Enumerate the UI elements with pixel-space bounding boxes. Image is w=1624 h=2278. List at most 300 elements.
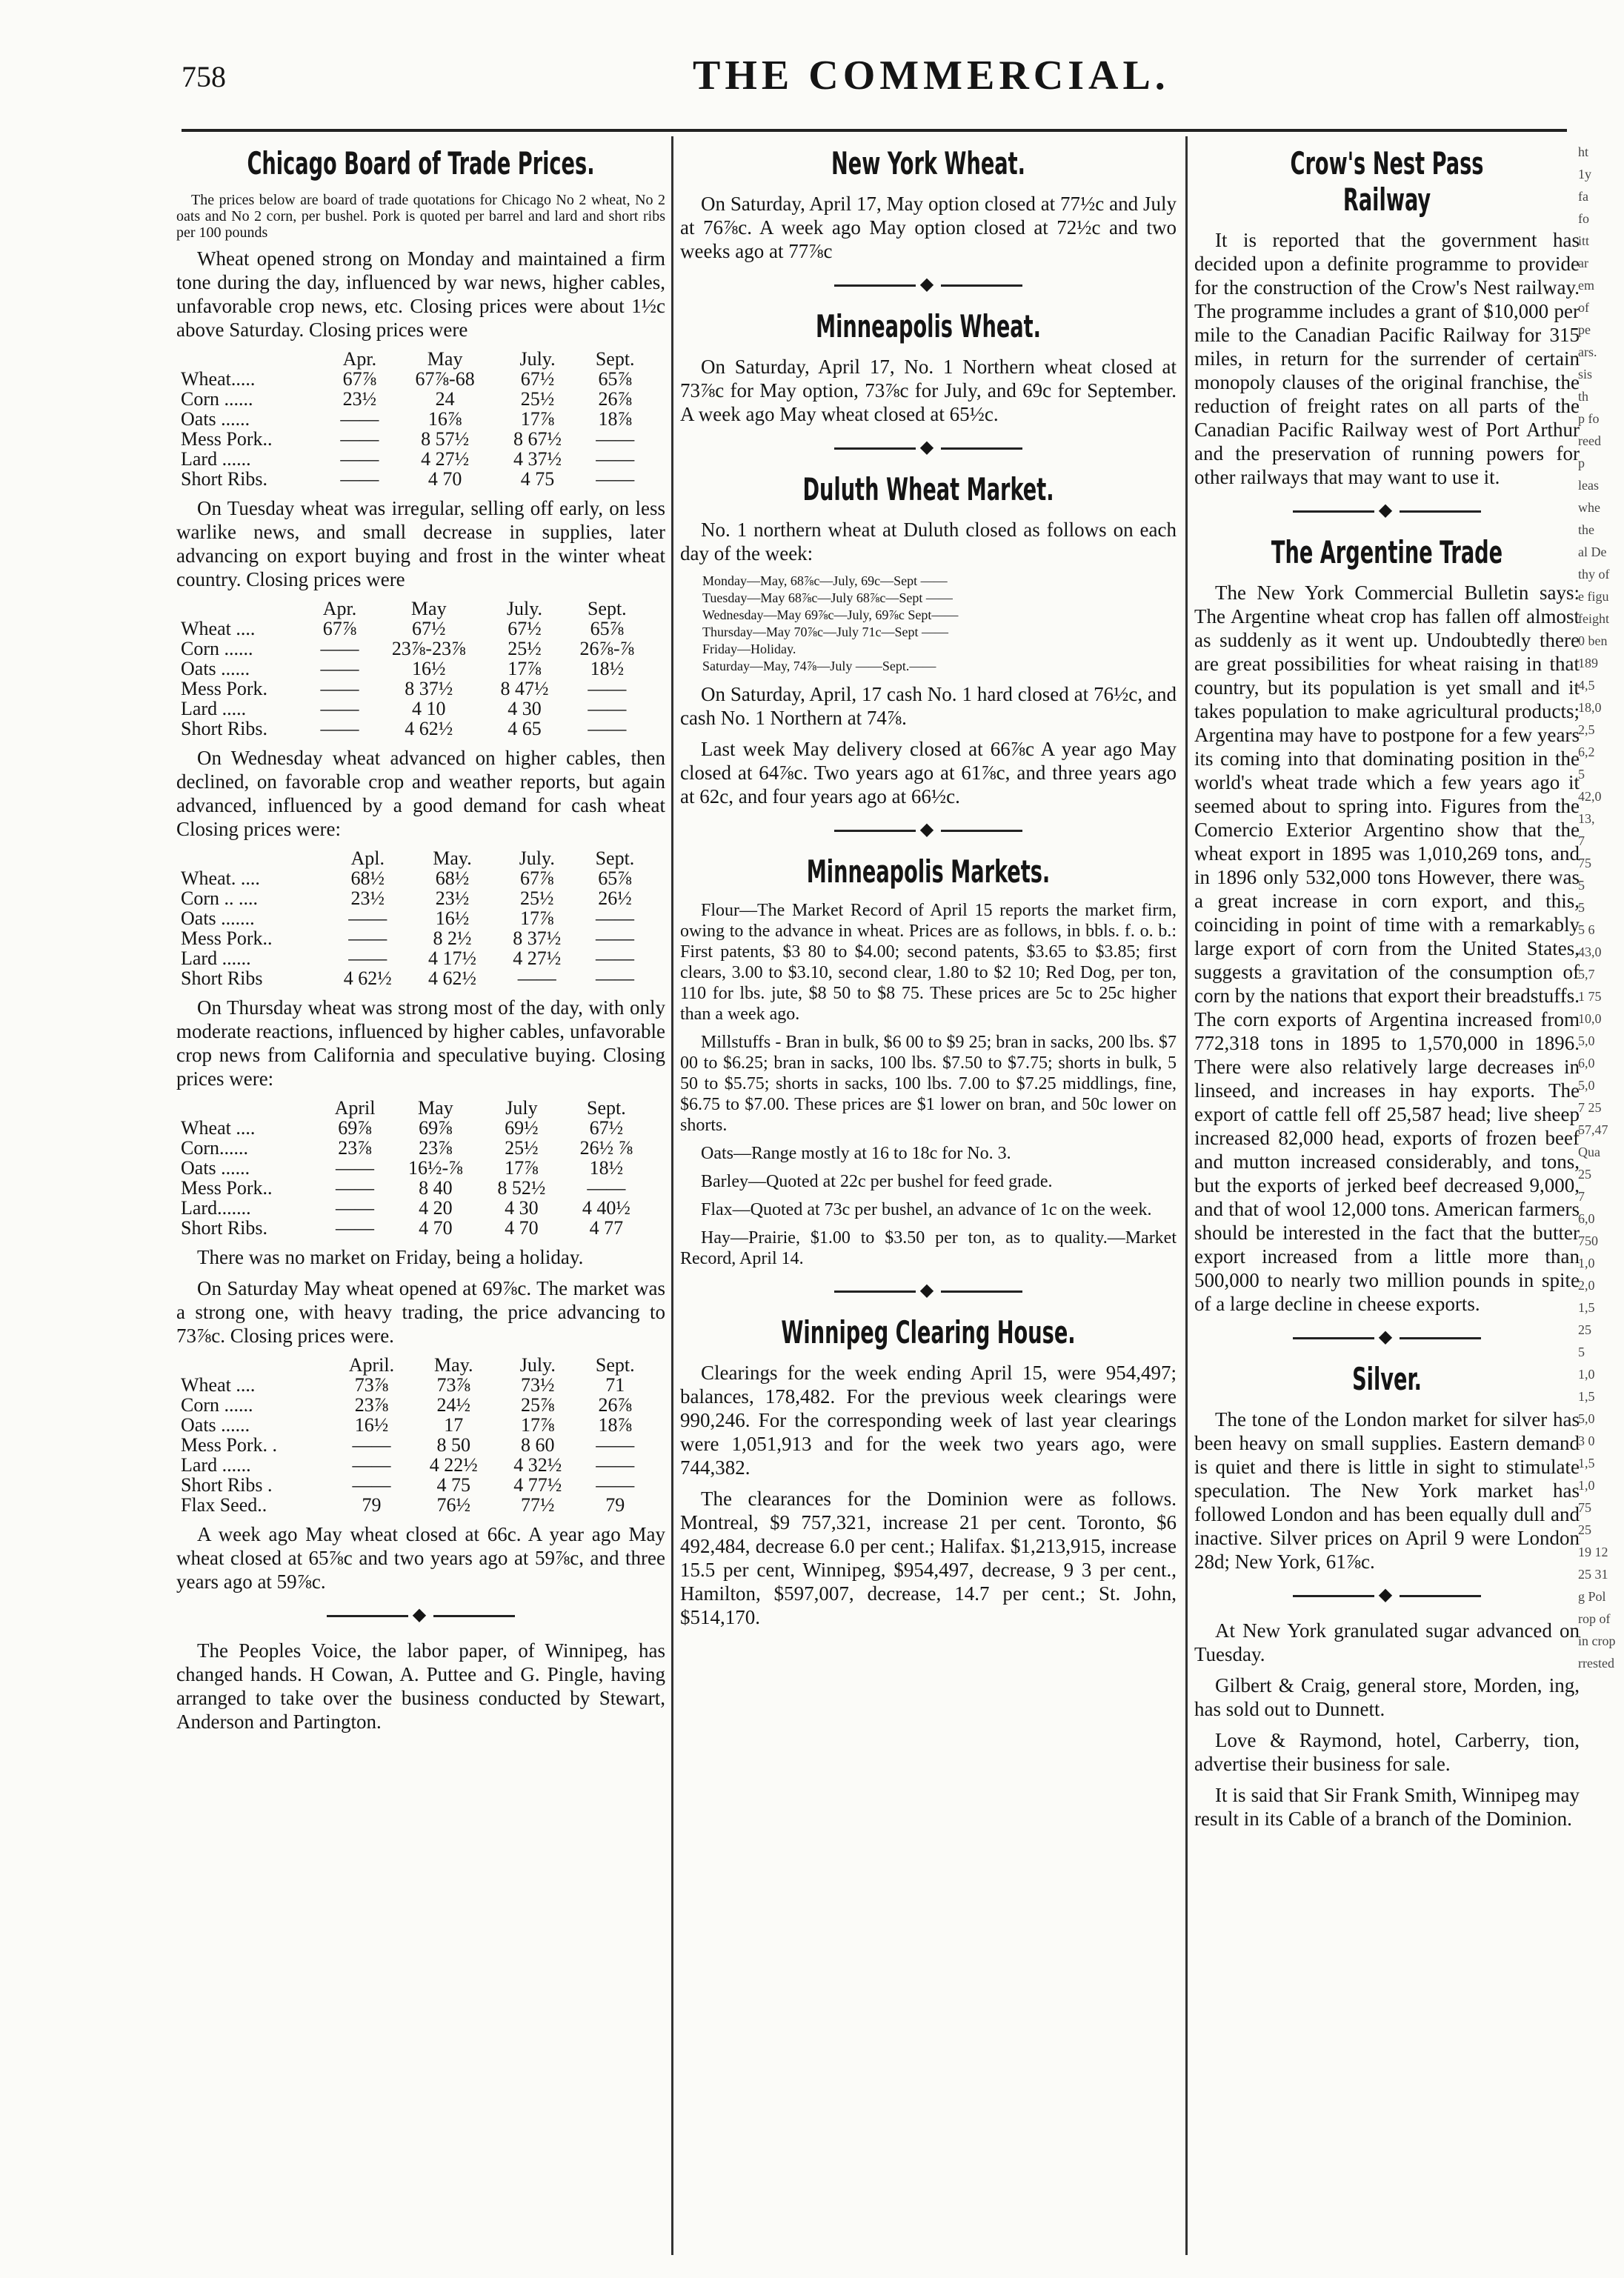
margin-fragment: 2,0 — [1578, 1278, 1595, 1293]
price-cell: 77½ — [521, 1494, 555, 1516]
price-cell: 4 77 — [589, 1217, 624, 1239]
margin-fragment: whe — [1578, 500, 1600, 515]
table-row — [176, 409, 650, 429]
list-item: Saturday—May, 74⅞—July ——Sept.—— — [702, 659, 936, 673]
commodity-label: Oats ...... — [181, 658, 250, 679]
flax-report: Flax—Quoted at 73c per bushel, an advance of 1c on the week. — [701, 1200, 1152, 1219]
price-cell: 8 67½ — [513, 428, 562, 450]
commodity-label: Lard....... — [181, 1197, 251, 1219]
margin-fragment: 25 31 — [1578, 1567, 1608, 1582]
table-row — [176, 1455, 650, 1475]
price-cell: 4 62½ — [405, 718, 453, 739]
price-cell: 4 22½ — [429, 1454, 478, 1476]
price-cell: —— — [340, 408, 379, 430]
price-cell: 23⅞ — [354, 1394, 389, 1416]
margin-fragment: fo — [1578, 211, 1589, 226]
table-row — [176, 429, 650, 449]
margin-fragment: thy of — [1578, 567, 1610, 582]
margin-fragment: 5 — [1578, 878, 1585, 893]
price-cell: 26½ — [598, 887, 632, 909]
column-right — [1194, 136, 1580, 2211]
price-cell: —— — [596, 1434, 635, 1456]
column-divider — [1185, 136, 1188, 2255]
section-heading-minneapolis-markets: Minneapolis Markets. — [806, 853, 1051, 890]
margin-fragment: reed — [1578, 433, 1601, 448]
table-row — [176, 389, 650, 409]
price-cell: —— — [348, 907, 387, 929]
margin-fragment: ht — [1578, 144, 1589, 159]
margin-fragment: 25 — [1578, 1167, 1591, 1182]
margin-fragment: 1,0 — [1578, 1478, 1595, 1493]
table-row — [176, 868, 650, 888]
duluth-intro: No. 1 northern wheat at Duluth closed as follows on each day of the week: — [680, 519, 1177, 564]
adjacent-page-fragments — [1578, 141, 1624, 2252]
table-header-row — [176, 1098, 650, 1118]
price-cell: 17⅞ — [508, 658, 542, 679]
price-cell: 17⅞ — [520, 907, 554, 929]
header-rule — [182, 129, 1567, 132]
price-cell: 16½-⅞ — [408, 1157, 463, 1179]
margin-fragment: 7 — [1578, 833, 1585, 848]
commodity-label: Corn ...... — [181, 638, 253, 659]
ornament-divider: ◆ — [1194, 1584, 1580, 1605]
price-cell: 16½ — [354, 1414, 389, 1436]
price-cell: 23⅞ — [419, 1137, 453, 1159]
margin-fragment: 19 12 — [1578, 1545, 1608, 1559]
price-cell: 79 — [605, 1494, 625, 1516]
page-header — [182, 44, 1567, 111]
commodity-label: Wheat .... — [181, 618, 256, 639]
table-row — [176, 699, 650, 719]
price-cell: —— — [517, 968, 556, 989]
price-cell: 4 30 — [505, 1197, 539, 1219]
commodity-label: Corn .. .... — [181, 887, 258, 909]
table-row — [176, 719, 650, 739]
commodity-label: Corn ...... — [181, 388, 253, 410]
millstuffs-report: Millstuffs - Bran in bulk, $6 00 to $9 25; bran in sacks, 200 lbs. $7 00 to $6.25; bran in sacks, 100 lbs. $7.50 to $7.75; shorts in bulk, 5 50 to $5.75; shorts in sacks, 100 lbs. 7.00 to $7.25 middlings, fine, $6.75 to $7.00. These prices are $1 lower on bran, and 50c lower on shorts. — [680, 1033, 1177, 1135]
price-cell: 23½ — [342, 388, 377, 410]
clearing-house-text: Clearings for the week ending April 15, were 954,497; balances, 178,482. For the previous week clearings were 990,246. For the corresponding week of last year clearings were 1,051,913 and for the week two years ago, were 744,382. — [680, 1362, 1177, 1479]
margin-fragment: 5 6 — [1578, 922, 1595, 937]
table-row — [176, 948, 650, 968]
price-cell: 73⅞ — [354, 1374, 389, 1396]
margin-fragment: 6,0 — [1578, 1211, 1595, 1226]
margin-fragment: rop of — [1578, 1611, 1611, 1626]
commodity-label: Corn ...... — [181, 1394, 253, 1416]
margin-fragment: 1y — [1578, 167, 1591, 181]
flour-report: Flour—The Market Record of April 15 reports the market firm, owing to the advance in wheat. Prices are as follows, in bbls. f. o. b.: First patents, $3 80 to $4.00; second patents, $3.65 to $3.85; first clears, 3.00 to $3.10, second clear, 1.80 to $2 10; Red Dog, per ton, 110 for lbs. jute, $8 50 to $8 75. These prices are 5c to 25c higher than a week ago. — [680, 901, 1177, 1024]
column-header: Apr. — [342, 348, 377, 370]
price-cell: 67⅞ — [322, 618, 357, 639]
table-row — [176, 1178, 650, 1198]
table-row — [176, 619, 650, 639]
price-cell: 17⅞ — [521, 1414, 555, 1436]
price-cell: —— — [340, 468, 379, 490]
price-cell: —— — [595, 947, 634, 969]
margin-fragment: 13, — [1578, 811, 1595, 826]
price-cell: 23⅞ — [338, 1137, 372, 1159]
price-cell: 26⅞ — [598, 1394, 633, 1416]
price-cell: —— — [320, 638, 359, 659]
margin-fragment: Qua — [1578, 1145, 1600, 1159]
list-item: Thursday—May 70⅞c—July 71c—Sept —— — [702, 625, 948, 639]
price-cell: —— — [348, 947, 387, 969]
table-header-row — [176, 1355, 650, 1375]
price-cell: 4 40½ — [582, 1197, 630, 1219]
price-cell: —— — [340, 448, 379, 470]
column-header: May — [410, 598, 447, 619]
price-cell: 67½ — [520, 368, 555, 390]
price-cell: 18⅞ — [598, 408, 632, 430]
commodity-label: Short Ribs. — [181, 468, 268, 490]
margin-fragment: p fo — [1578, 411, 1600, 426]
margin-fragment: 1,5 — [1578, 1300, 1595, 1315]
price-cell: 67⅞ — [342, 368, 377, 390]
commodity-label: Wheat..... — [181, 368, 256, 390]
price-cell: —— — [336, 1217, 375, 1239]
margin-fragment: sis — [1578, 367, 1593, 382]
table-row — [176, 1375, 650, 1395]
price-cell: —— — [596, 1454, 635, 1476]
price-cell: —— — [320, 718, 359, 739]
commodity-label: Mess Pork.. — [181, 428, 273, 450]
price-cell: 8 47½ — [500, 678, 549, 699]
section-heading-silver: Silver. — [1352, 1361, 1422, 1397]
price-table-monday — [176, 349, 650, 489]
margin-fragment: 189 — [1578, 656, 1598, 670]
table-row — [176, 1118, 650, 1138]
column-header: Sept. — [595, 1354, 635, 1376]
silver-text: The tone of the London market for silver has been heavy on small supplies. Eastern demand is quiet and there is little in sight to stimulate speculation. The New York market has followed London and has been equally dull and inactive. Silver prices on April 9 were London 28d; New York, 61⅞c. — [1194, 1408, 1580, 1573]
price-cell: —— — [352, 1454, 391, 1476]
price-cell: 17⅞ — [520, 408, 555, 430]
ornament-divider: ◆ — [680, 819, 1177, 840]
price-cell: 24 — [435, 388, 455, 410]
masthead-title: THE COMMERCIAL. — [693, 53, 1170, 99]
ornament-divider: ◆ — [176, 1604, 665, 1625]
section-heading-clearing-house: Winnipeg Clearing House. — [781, 1314, 1076, 1351]
margin-fragment: fa — [1578, 189, 1588, 204]
margin-fragment: 43,0 — [1578, 945, 1602, 959]
margin-fragment: 6,2 — [1578, 745, 1595, 759]
margin-fragment: 42,0 — [1578, 789, 1602, 804]
section-heading-new-york: New York Wheat. — [831, 145, 1025, 181]
price-cell: 4 65 — [508, 718, 542, 739]
price-cell: 8 50 — [436, 1434, 471, 1456]
margin-fragment: of — [1578, 300, 1589, 315]
list-item: Monday—May, 68⅞c—July, 69c—Sept —— — [702, 573, 948, 588]
page-number: 758 — [182, 60, 226, 93]
commodity-label: Corn...... — [181, 1137, 248, 1159]
sugar-item: At New York granulated sugar advanced on Tuesday. — [1194, 1619, 1580, 1665]
table-header-row — [176, 848, 650, 868]
column-header: Apr. — [322, 598, 357, 619]
chicago-tuesday: On Tuesday wheat was irregular, selling off early, on less warlike news, and small decrease in supplies, later advancing on export buying and frost in the winter wheat country. Closing prices were — [176, 497, 665, 590]
price-cell: —— — [587, 1177, 626, 1199]
chicago-intro: The prices below are board of trade quotations for Chicago No 2 wheat, No 2 oats and No 2 corn, per bushel. Pork is quoted per barrel and lard and short ribs per 100 pounds — [176, 192, 665, 241]
price-cell: 16½ — [412, 658, 446, 679]
table-row — [176, 1395, 650, 1415]
margin-fragment: 5 — [1578, 767, 1585, 782]
margin-fragment: 1,5 — [1578, 1456, 1595, 1471]
margin-fragment: pe — [1578, 322, 1591, 337]
column-header: Sept. — [587, 1097, 626, 1119]
margin-fragment: 5,0 — [1578, 1411, 1595, 1426]
column-header: July. — [519, 847, 555, 869]
commodity-label: Mess Pork. — [181, 678, 268, 699]
margin-fragment: 7 — [1578, 1189, 1585, 1204]
section-heading-minneapolis-wheat: Minneapolis Wheat. — [816, 308, 1041, 344]
column-header: Sept. — [595, 348, 635, 370]
commodity-label: Oats ...... — [181, 1157, 250, 1179]
dominion-clearances-text: The clearances for the Dominion were as follows. Montreal, $9 757,321, increase 21 per cent. Toronto, $6 492,484, decrease 6.0 per cent.; Halifax. $1,213,915, increase 15.5 per cent, Winnipeg, $954,497, decrease, 9 3 per cent., Hamilton, $597,007, decrease, 14.7 per cent.; St. John, $514,170. — [680, 1488, 1177, 1628]
table-row — [176, 928, 650, 948]
table-row — [176, 1158, 650, 1178]
price-cell: 4 27½ — [421, 448, 470, 470]
commodity-label: Oats ...... — [181, 1414, 250, 1436]
argentine-text: The New York Commercial Bulletin says: The Argentine wheat crop has fallen off almost as suddenly as it went up. Undoubtedly there are great possibilities for wheat raising in that country, but its population is yet small and it takes population to make agricultural products; Argentina may have to postpone for a few years its coming into that dominating position in the world's wheat trade which a few years ago it seemed about to spring into. Figures from the Comercio Exterior Argentino show that the wheat export in 1895 was 1,010,269 tons, and in 1896 only 532,000 tons However, there was a great increase in corn export, and this, coinciding in point of time with a remarkably large export of corn from the United States, suggests a gravitation of the consumption of corn by the nations that export their breadstuffs. The corn exports of Argentina increased from 772,318 tons in 1895 to 1,570,000 in 1896. There were also relatively large decreases in linseed, and increases in hay exports. The export of cattle fell off 25,587 head; live sheep increased 82,000 head, exports of frozen beef and mutton increased considerably, and tons, but the exports of jerked beef decreased 9,000, and that of wool 12,000 tons. American farmers should be interested in the fact that the butter export increased from a little more than 500,000 to nearly two million pounds in spite of a large decline in cheese exports. — [1194, 582, 1580, 1315]
price-cell: 4 27½ — [513, 947, 562, 969]
price-table-wednesday — [176, 848, 650, 988]
price-cell: —— — [336, 1197, 375, 1219]
price-cell: —— — [336, 1177, 375, 1199]
duluth-saturday: On Saturday, April, 17 cash No. 1 hard closed at 76½c, and cash No. 1 Northern at 74⅞. — [680, 683, 1177, 729]
column-header: July — [505, 1097, 538, 1119]
price-cell: 8 57½ — [421, 428, 470, 450]
column-header — [176, 848, 325, 868]
column-header — [176, 1098, 319, 1118]
chicago-wednesday: On Wednesday wheat advanced on higher cables, then declined, on favorable crop and weather reports, but again advanced, influenced by a good demand for cash wheat Closing prices were: — [176, 747, 665, 840]
table-row — [176, 1435, 650, 1455]
margin-fragment: 7 25 — [1578, 1100, 1602, 1115]
chicago-week-ago: A week ago May wheat closed at 66c. A year ago May wheat closed at 65⅞c and two years ago at 59⅞c, and three years ago at 59⅞c. — [176, 1523, 665, 1593]
price-cell: 4 17½ — [428, 947, 476, 969]
commodity-label: Short Ribs — [181, 968, 263, 989]
price-cell: 4 37½ — [513, 448, 562, 470]
commodity-label: Short Ribs. — [181, 718, 268, 739]
new-york-text: On Saturday, April 17, May option closed at 77½c and July at 76⅞c. A week ago May option closed at 72½c and two weeks ago at 77⅞c — [680, 193, 1177, 262]
commodity-label: Wheat .... — [181, 1374, 256, 1396]
table-header-row — [176, 599, 650, 619]
price-cell: 65⅞ — [598, 368, 632, 390]
price-cell: 67⅞ — [520, 867, 554, 889]
price-cell: 16½ — [435, 907, 470, 929]
price-cell: —— — [596, 428, 635, 450]
column-header: Sept. — [587, 598, 627, 619]
price-table-thursday — [176, 1098, 650, 1238]
commodity-label: Short Ribs . — [181, 1474, 273, 1496]
margin-fragment: al De — [1578, 544, 1607, 559]
table-row — [176, 369, 650, 389]
column-header: May — [418, 1097, 453, 1119]
price-cell: 4 70 — [419, 1217, 453, 1239]
commodity-label: Mess Pork.. — [181, 927, 273, 949]
price-cell: 4 30 — [508, 698, 542, 719]
price-cell: —— — [588, 718, 627, 739]
list-item: Friday—Holiday. — [702, 642, 796, 656]
margin-fragment: e figu — [1578, 589, 1609, 604]
love-raymond-item: Love & Raymond, hotel, Carberry, tion, advertise their business for sale. — [1194, 1729, 1580, 1775]
table-row — [176, 908, 650, 928]
duluth-last-week: Last week May delivery closed at 66⅞c A year ago May closed at 64⅞c. Two years ago at 61⅞c, and three years ago at 62c, and four years ago at 66½c. — [680, 738, 1177, 807]
price-cell: 4 70 — [427, 468, 462, 490]
peoples-voice-item: The Peoples Voice, the labor paper, of Winnipeg, has changed hands. H Cowan, A. Puttee and G. Pingle, having arranged to take over the business conducted by Stewart, Anderson and Partington. — [176, 1639, 665, 1733]
margin-fragment: 1 75 — [1578, 989, 1602, 1004]
chicago-thursday: On Thursday wheat was strong most of the day, with only moderate reactions, influenced by higher cables, unfavorable crop news from California and speculative buying. Closing prices were: — [176, 996, 665, 1090]
ornament-divider: ◆ — [680, 273, 1177, 295]
column-header — [176, 349, 325, 369]
price-cell: 65⅞ — [598, 867, 632, 889]
commodity-label: Oats ...... — [181, 408, 250, 430]
table-row — [176, 1198, 650, 1218]
price-cell: 4 75 — [436, 1474, 471, 1496]
list-item: Tuesday—May 68⅞c—July 68⅞c—Sept —— — [702, 590, 953, 605]
column-header: July. — [506, 598, 543, 619]
price-cell: 69½ — [505, 1117, 539, 1139]
commodity-label: Wheat. .... — [181, 867, 260, 889]
margin-fragment: 2,5 — [1578, 722, 1595, 737]
price-cell: —— — [588, 678, 627, 699]
section-heading-duluth: Duluth Wheat Market. — [802, 471, 1054, 507]
margin-fragment: 10,0 — [1578, 1011, 1602, 1026]
price-cell: 68½ — [350, 867, 385, 889]
margin-fragment: ar — [1578, 256, 1588, 270]
margin-fragment: p — [1578, 456, 1585, 470]
price-cell: 4 70 — [505, 1217, 539, 1239]
price-cell: —— — [352, 1474, 391, 1496]
price-cell: 4 62½ — [343, 968, 392, 989]
price-cell: —— — [595, 968, 634, 989]
table-row — [176, 1475, 650, 1495]
minneapolis-wheat-text: On Saturday, April 17, No. 1 Northern wheat closed at 73⅞c for May option, 73⅞c for July, and 69c for September. A week ago May wheat closed at 65½c. — [680, 356, 1177, 425]
margin-fragment: 5,7 — [1578, 967, 1595, 982]
column-divider — [671, 136, 673, 2255]
section-heading-chicago: Chicago Board of Trade Prices. — [247, 145, 595, 181]
margin-fragment: 75 — [1578, 1500, 1591, 1515]
table-row — [176, 1138, 650, 1158]
column-middle — [680, 136, 1177, 2211]
margin-fragment: em — [1578, 278, 1594, 293]
frank-smith-item: It is said that Sir Frank Smith, Winnipeg may result in its Cable of a branch of the Dominion. — [1194, 1784, 1580, 1830]
price-cell: 67⅞-68 — [415, 368, 475, 390]
price-cell: 69⅞ — [338, 1117, 372, 1139]
column-header: May — [427, 348, 463, 370]
column-left — [176, 136, 665, 2211]
price-cell: —— — [595, 907, 634, 929]
price-cell: 71 — [605, 1374, 625, 1396]
gilbert-craig-item: Gilbert & Craig, general store, Morden, ing, has sold out to Dunnett. — [1194, 1674, 1580, 1720]
price-table-saturday — [176, 1355, 650, 1515]
column-header: Apl. — [350, 847, 385, 869]
price-cell: 17⅞ — [505, 1157, 539, 1179]
table-header-row — [176, 349, 650, 369]
section-heading-argentine: The Argentine Trade — [1271, 534, 1503, 570]
margin-fragment: 5 — [1578, 1345, 1585, 1359]
price-cell: 8 37½ — [405, 678, 453, 699]
price-cell: 23½ — [435, 887, 470, 909]
crows-nest-text: It is reported that the government has decided upon a definite programme to provide for the construction of the Crow's Nest railway. The programme includes a grant of $10,000 per mile to the Canadian Pacific Railway for 315 miles, in return for the surrender of certain monopoly clauses of the original franchise, the reduction of freight rates on all parts of the Canadian Pacific Railway west of Port Arthur and the preservation of running powers for other railways that may want to use it. — [1194, 229, 1580, 488]
price-cell: 4 32½ — [513, 1454, 562, 1476]
column-header — [176, 599, 307, 619]
margin-fragment: 1,0 — [1578, 1256, 1595, 1270]
margin-fragment: leas — [1578, 478, 1599, 493]
price-cell: 4 77½ — [513, 1474, 562, 1496]
margin-fragment: in crop — [1578, 1633, 1616, 1648]
price-cell: 18½ — [589, 1157, 624, 1179]
margin-fragment: 1,0 — [1578, 1367, 1595, 1382]
price-cell: 25⅞ — [521, 1394, 555, 1416]
margin-fragment: the — [1578, 522, 1594, 537]
price-cell: 4 62½ — [428, 968, 476, 989]
margin-fragment: 5,0 — [1578, 1078, 1595, 1093]
price-cell: 79 — [362, 1494, 382, 1516]
price-cell: 4 10 — [412, 698, 446, 719]
price-cell: 8 52½ — [497, 1177, 546, 1199]
column-header: July. — [519, 1354, 556, 1376]
price-cell: 25½ — [508, 638, 542, 659]
margin-fragment: g Pol — [1578, 1589, 1606, 1604]
price-cell: 67½ — [589, 1117, 624, 1139]
column-header — [176, 1355, 331, 1375]
list-item: Wednesday—May 69⅞c—July, 69⅞c Sept—— — [702, 607, 959, 622]
price-cell: 4 20 — [419, 1197, 453, 1219]
price-cell: —— — [595, 927, 634, 949]
price-cell: 25½ — [520, 887, 554, 909]
price-cell: —— — [596, 448, 635, 470]
price-cell: 23⅞-23⅞ — [391, 638, 466, 659]
oats-report: Oats—Range mostly at 16 to 18c for No. 3. — [701, 1144, 1011, 1163]
price-cell: 8 2½ — [433, 927, 472, 949]
commodity-label: Wheat .... — [181, 1117, 256, 1139]
commodity-label: Mess Pork.. — [181, 1177, 273, 1199]
commodity-label: Lard ...... — [181, 1454, 251, 1476]
price-cell: —— — [320, 698, 359, 719]
table-row — [176, 888, 650, 908]
table-row — [176, 469, 650, 489]
price-cell: 8 37½ — [513, 927, 562, 949]
ornament-divider: ◆ — [680, 1279, 1177, 1301]
margin-fragment: 75 — [1578, 856, 1591, 870]
price-cell: —— — [588, 698, 627, 719]
price-cell: —— — [340, 428, 379, 450]
price-cell: 25½ — [505, 1137, 539, 1159]
column-header: Sept. — [595, 847, 635, 869]
price-cell: 24½ — [436, 1394, 471, 1416]
commodity-label: Mess Pork. . — [181, 1434, 278, 1456]
price-cell: —— — [348, 927, 387, 949]
price-cell: 67½ — [508, 618, 542, 639]
margin-fragment: ars. — [1578, 344, 1597, 359]
margin-fragment: 25 — [1578, 1522, 1591, 1537]
price-table-tuesday — [176, 599, 650, 739]
table-row — [176, 659, 650, 679]
barley-report: Barley—Quoted at 22c per bushel for feed grade. — [701, 1172, 1053, 1191]
table-row — [176, 1495, 650, 1515]
commodity-label: Lard ...... — [181, 947, 251, 969]
price-cell: 67½ — [412, 618, 446, 639]
commodity-label: Lard ..... — [181, 698, 247, 719]
price-cell: 4 75 — [520, 468, 555, 490]
margin-fragment: 3 0 — [1578, 1433, 1595, 1448]
price-cell: 18⅞ — [598, 1414, 633, 1436]
price-cell: 8 40 — [419, 1177, 453, 1199]
price-cell: —— — [320, 678, 359, 699]
margin-fragment: 5 — [1578, 900, 1585, 915]
margin-fragment: 57,47 — [1578, 1122, 1608, 1137]
margin-fragment: rrested — [1578, 1656, 1614, 1671]
duluth-daily-list — [702, 573, 1177, 675]
column-header: July. — [519, 348, 556, 370]
